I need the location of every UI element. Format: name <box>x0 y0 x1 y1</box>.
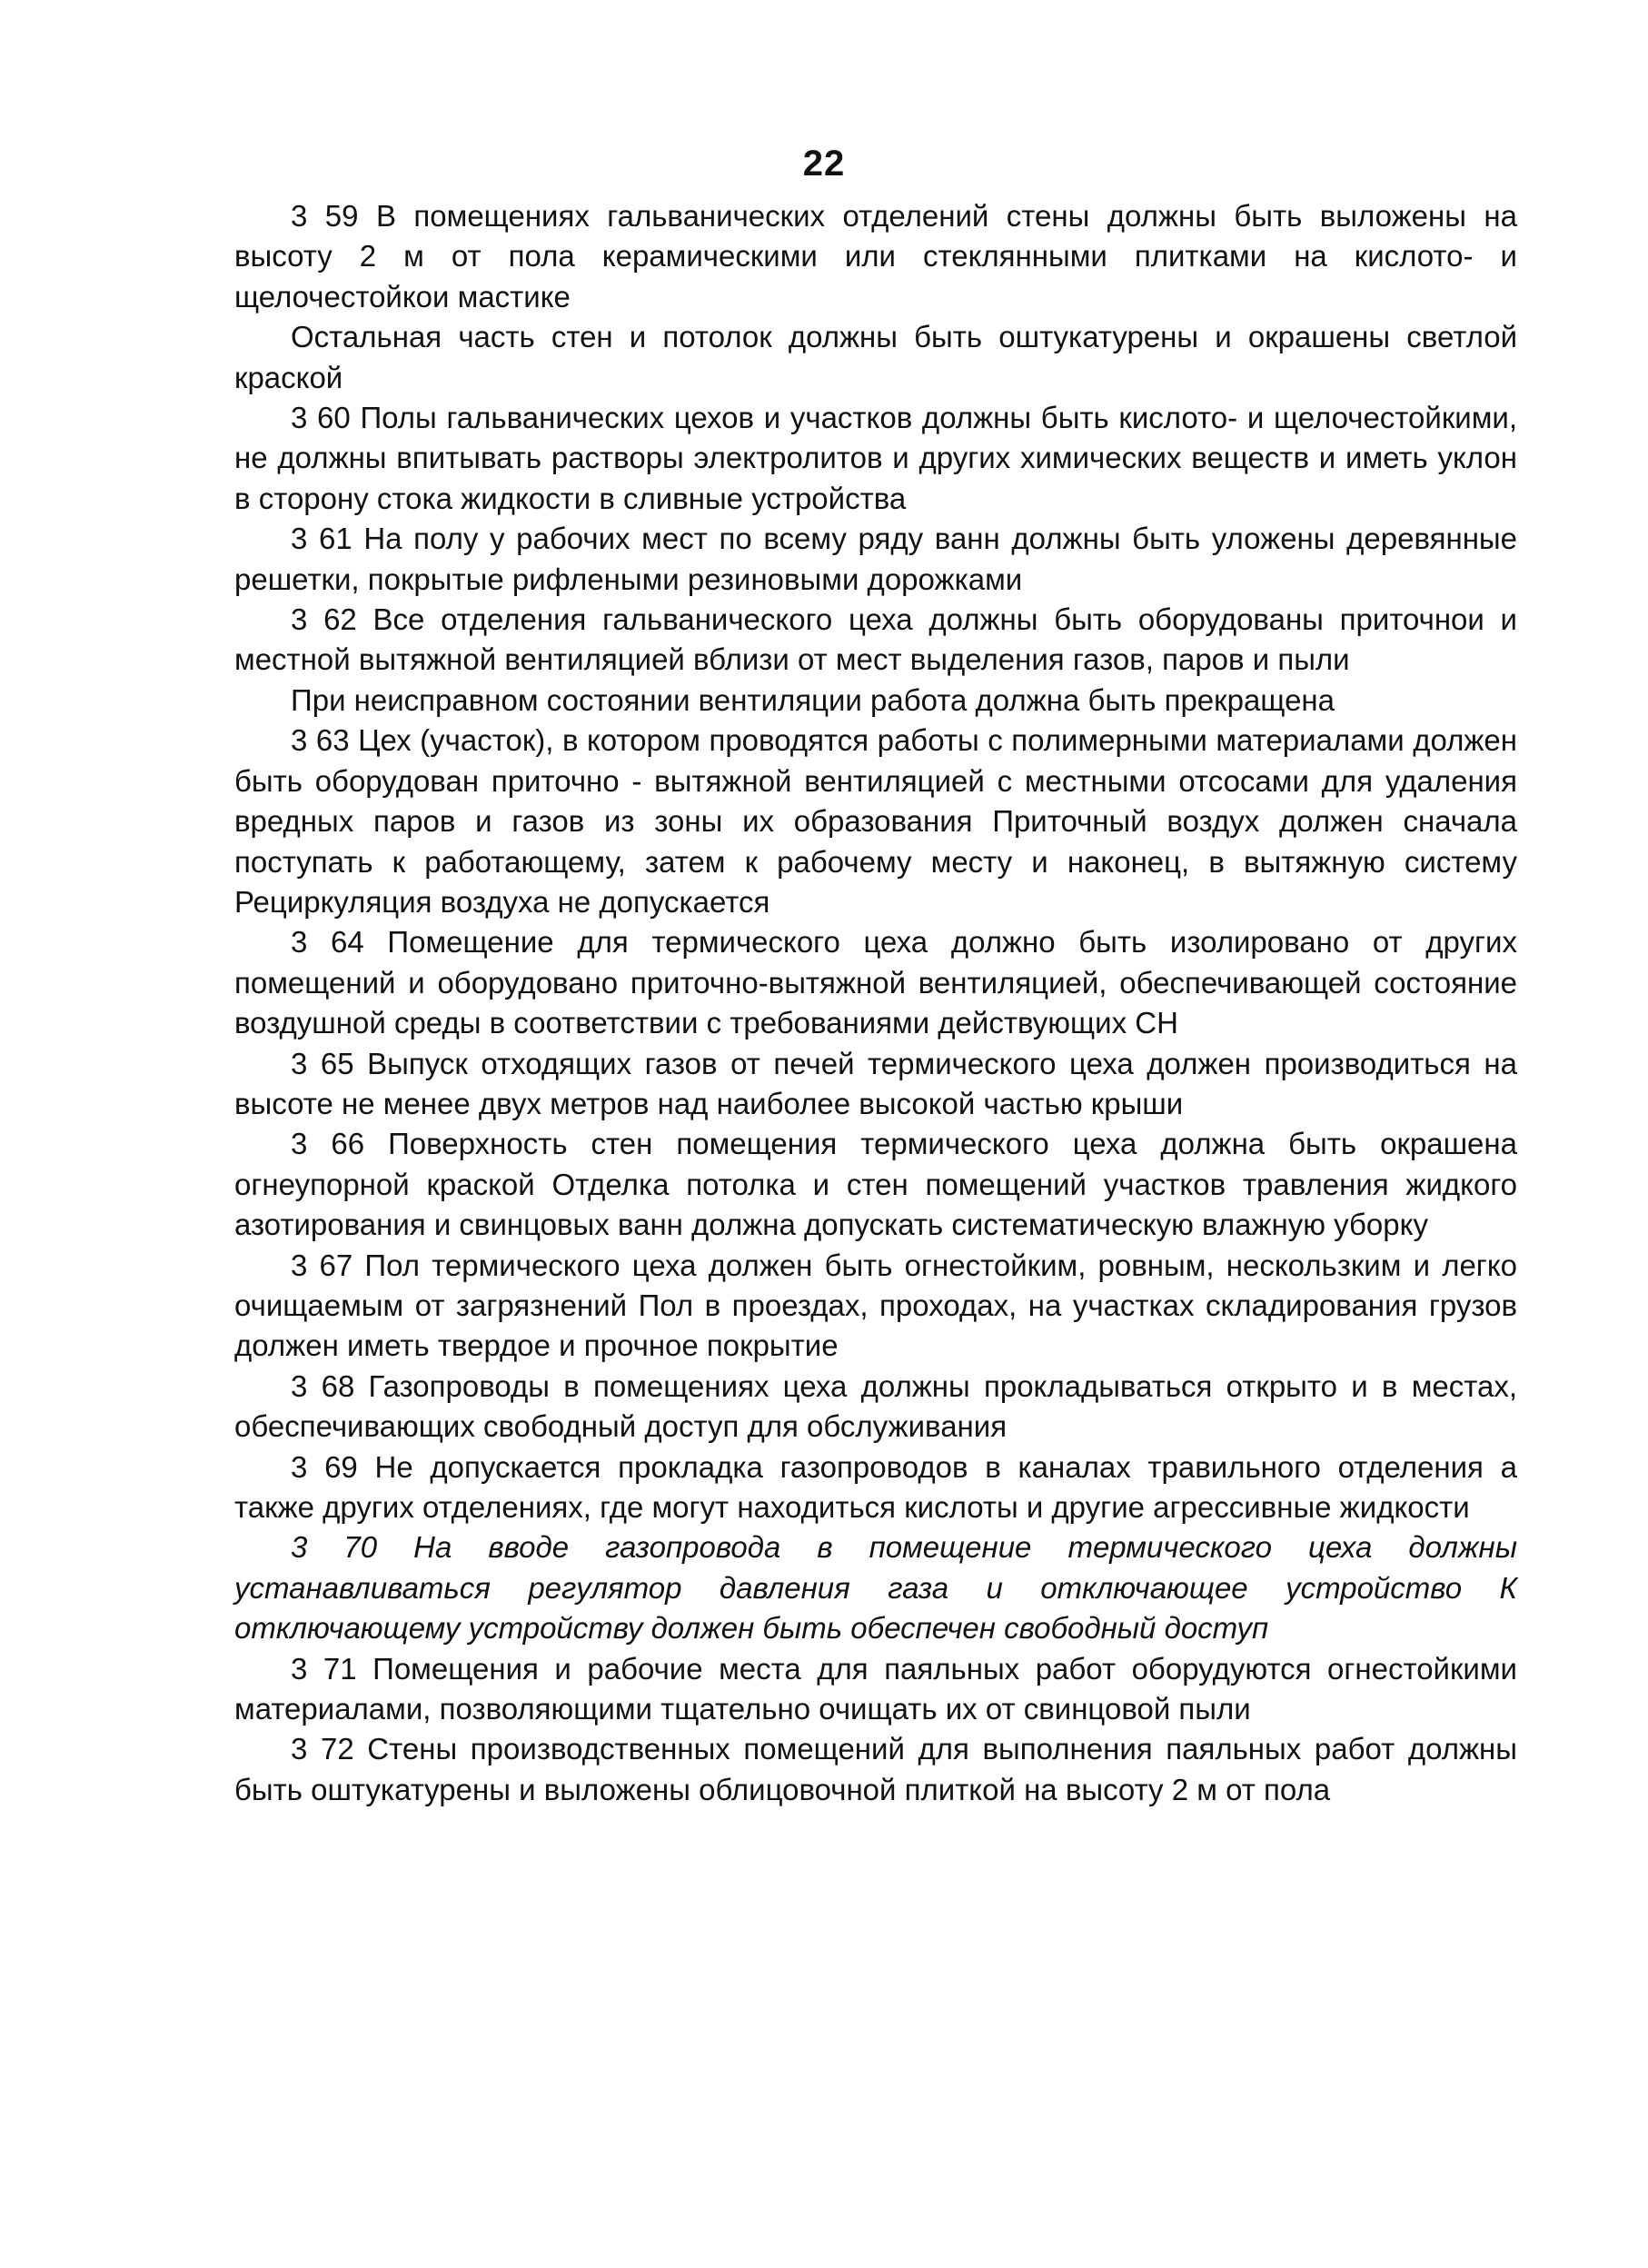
paragraph-3-66: 3 66 Поверхность стен помещения термического цеха должна быть окрашена огнеупорной краской Отделка потолка и стен помещений участков травления жидкого азотирования и свинцовых ванн должна допускать систематическую влажную уборку <box>234 1127 1517 1242</box>
paragraph-3-59-continued: Остальная часть стен и потолок должны быть оштукатурены и окрашены светлой краской <box>234 320 1517 394</box>
page-number: 22 <box>802 144 846 184</box>
paragraph-3-72: 3 72 Стены производственных помещений для выполнения паяльных работ должны быть оштукатурены и выложены облицовочной плиткой на высоту 2 м от пола <box>234 1732 1517 1806</box>
paragraph-3-60: 3 60 Полы гальванических цехов и участков должны быть кислото- и щелочестойкими, не должны впитывать растворы электролитов и других химических веществ и иметь уклон в сторону стока жидкости в сливные устройства <box>234 401 1517 515</box>
paragraph-3-63: 3 63 Цех (участок), в котором проводятся работы с полимерными материалами должен быть оборудован приточно - вытяжной вентиляцией с местными отсосами для удаления вредных паров и газов из зоны их образования Приточный воздух должен сначала поступать к работающему, затем к рабочему месту и наконец, в вытяжную систему Рециркуляция воздуха не допускается <box>234 723 1517 919</box>
paragraph-3-71: 3 71 Помещения и рабочие места для паяльных работ оборудуются огнестойкими материалами, позволяющими тщательно очищать их от свинцовой пыли <box>234 1651 1517 1726</box>
paragraph-3-62: 3 62 Все отделения гальванического цеха должны быть оборудованы приточнои и местной вытяжной вентиляцией вблизи от мест выделения газов, паров и пыли <box>234 602 1517 677</box>
body-text <box>234 196 1517 1810</box>
paragraph-3-70: 3 70 На вводе газопровода в помещение термического цеха должны устанавливаться регулятор давления газа и отключающее устройство К отключающему устройству должен быть обеспечен свободный доступ <box>234 1530 1517 1646</box>
paragraph-3-59: 3 59 В помещениях гальванических отделений стены должны быть выложены на высоту 2 м от пола керамическими или стеклянными плитками на кислото- и щелочестойкои мастике <box>234 199 1517 313</box>
paragraph-3-67: 3 67 Пол термического цеха должен быть огнестойким, ровным, нескользким и легко очищаемым от загрязнений Пол в проездах, проходах, на участках складирования грузов должен иметь твердое и прочное покрытие <box>234 1248 1517 1363</box>
paragraph-3-62-continued: При неисправном состоянии вентиляции работа должна быть прекращена <box>291 682 1335 717</box>
paragraph-3-61: 3 61 На полу у рабочих мест по всему ряду ванн должны быть уложены деревянные решетки, покрытые рифлеными резиновыми дорожками <box>234 522 1517 596</box>
paragraph-3-69: 3 69 Не допускается прокладка газопроводов в каналах травильного отделения а также других отделениях, где могут находиться кислоты и другие агрессивные жидкости <box>234 1449 1517 1524</box>
paragraph-3-68: 3 68 Газопроводы в помещениях цеха должны прокладываться открыто и в местах, обеспечивающих свободный доступ для обслуживания <box>234 1368 1517 1444</box>
paragraph-3-64: 3 64 Помещение для термического цеха должно быть изолировано от других помещений и оборудовано приточно-вытяжной вентиляцией, обеспечивающей состояние воздушной среды в соответствии с требованиями действующих СН <box>234 925 1517 1040</box>
paragraph-3-65: 3 65 Выпуск отходящих газов от печей термического цеха должен производиться на высоте не менее двух метров над наиболее высокой частью крыши <box>234 1046 1517 1120</box>
